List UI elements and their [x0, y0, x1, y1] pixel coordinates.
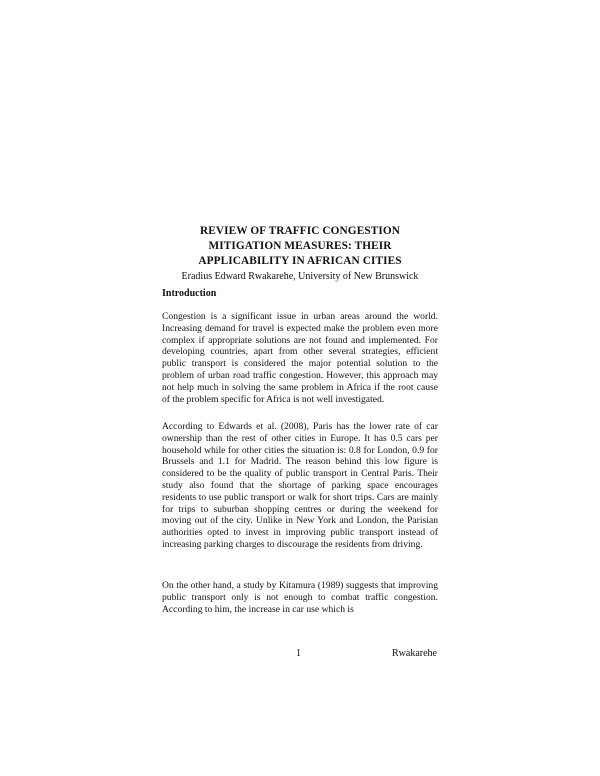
body-paragraph-1: Congestion is a significant issue in urban areas around the world. Increasing demand for travel is expected make the problem even more complex if appropriate solutions are not found and implemented. For developing countries, apart from other several strategies, efficient public transport is considered the major potential solution to the problem of urban road traffic congestion. However, this approach may not help much in solving the same problem in Africa if the root cause of the problem specific for Africa is not well investigated. — [162, 311, 438, 405]
body-paragraph-2: According to Edwards et al. (2008), Paris has the lower rate of car ownership than the rest of other cities in Europe. It has 0.5 cars per household while for other cities the situation is: 0.8 for London, 0.9 for Brussels and 1.1 for Madrid. The reason behind this low figure is considered to be the quality of public transport in Central Paris. Their study also found that the shortage of parking space encourages residents to use public transport or walk for short trips. Cars are mainly for trips to suburban shopping centres or during the weekend for moving out of the city. Unlike in New York and London, the Parisian authorities opted to invest in improving public transport instead of increasing parking charges to discourage the residents from driving. — [162, 421, 438, 550]
running-footer-author: Rwakarehe — [392, 648, 437, 659]
page-number: 1 — [296, 648, 301, 659]
paper-title-line-1: REVIEW OF TRAFFIC CONGESTION — [199, 225, 400, 237]
paper-title-line-3: APPLICABILITY IN AFRICAN CITIES — [198, 255, 402, 267]
section-heading-introduction: Introduction — [162, 288, 217, 299]
author-affiliation: Eradius Edward Rwakarehe, University of New Brunswick — [181, 271, 419, 282]
paper-title-line-2: MITIGATION MEASURES: THEIR — [208, 240, 392, 252]
body-paragraph-3: On the other hand, a study by Kitamura (1989) suggests that improving public transport only is not enough to combat traffic congestion. According to him, the increase in car use which is — [162, 580, 438, 615]
paper-title-block — [150, 224, 450, 283]
